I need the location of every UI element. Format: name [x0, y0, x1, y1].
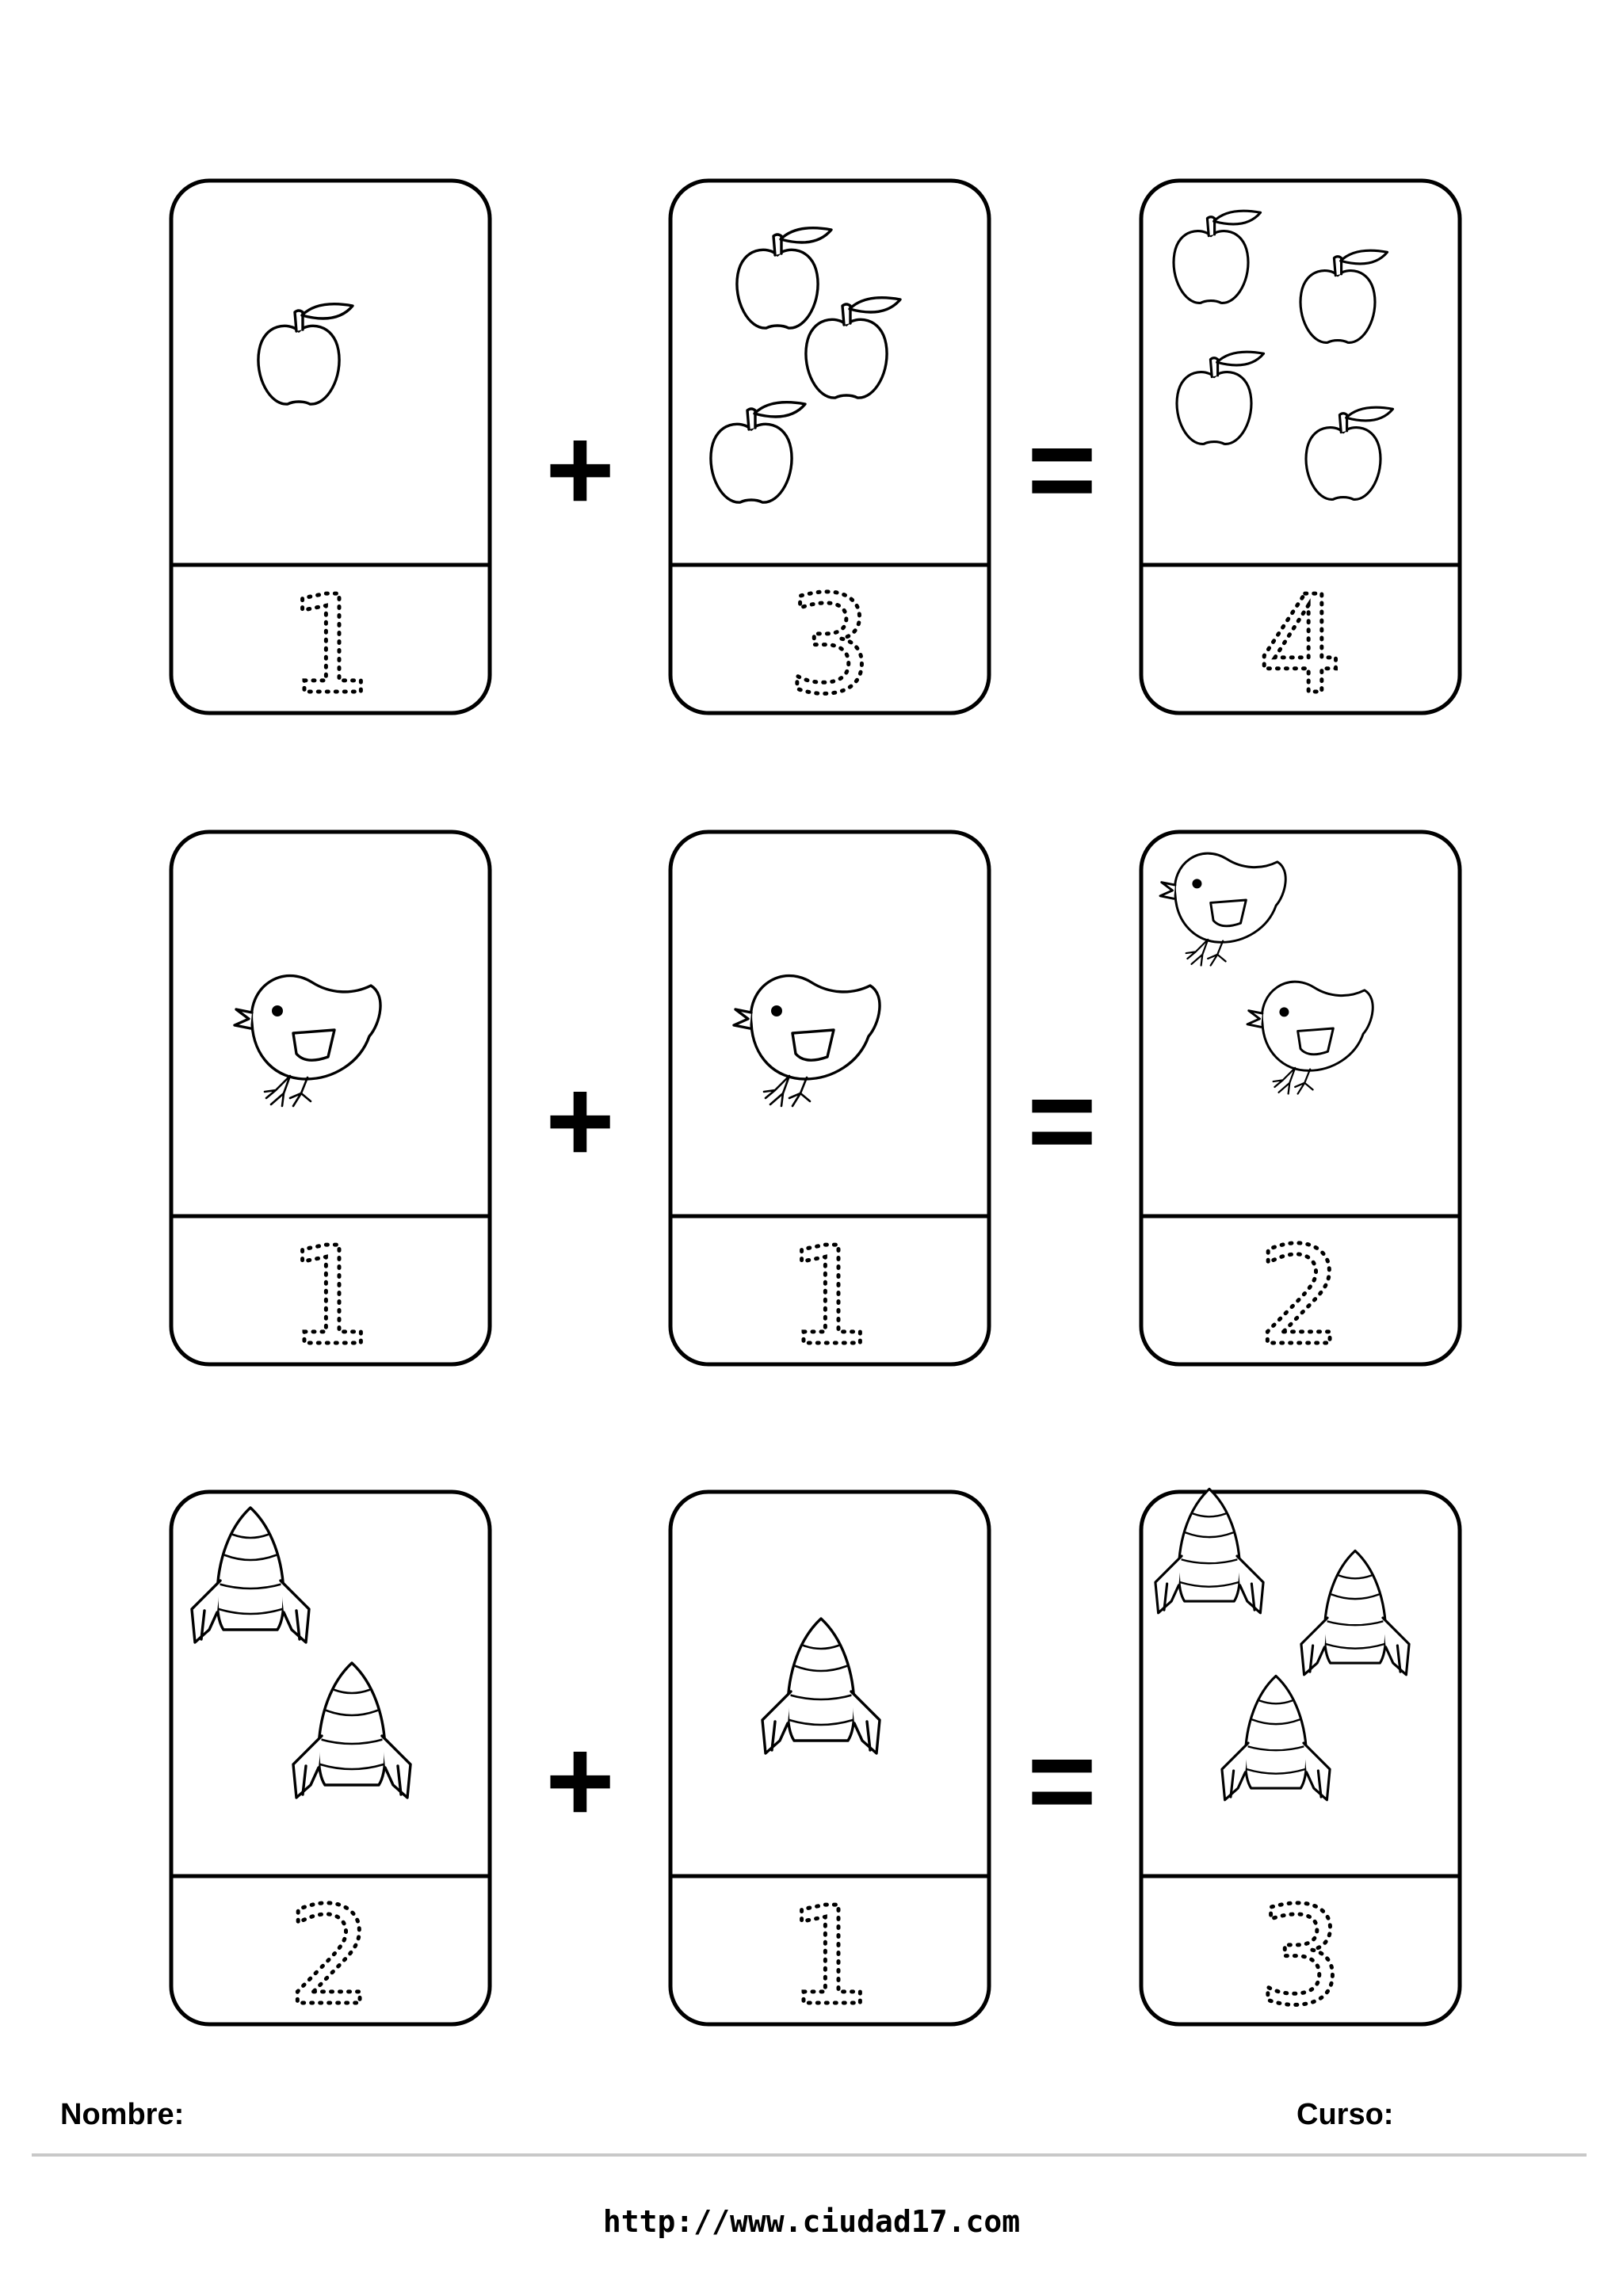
number-card-addend-2: [670, 832, 989, 1375]
trace-number: 3: [786, 567, 873, 724]
trace-number: 1: [786, 1219, 873, 1375]
number-card-addend-1: [171, 832, 490, 1375]
number-card-addend-2: [670, 1492, 989, 2035]
footer-divider: [32, 2153, 1587, 2157]
trace-number: 1: [287, 567, 374, 724]
number-card-sum: [1141, 832, 1460, 1375]
equation-row: [171, 1489, 1460, 2035]
equation-row: [171, 181, 1460, 724]
number-card-sum: [1141, 1489, 1460, 2035]
trace-number: 1: [287, 1219, 374, 1375]
trace-number: 3: [1257, 1878, 1344, 2035]
course-label: Curso:: [1296, 2098, 1394, 2131]
plus-sign: +: [545, 402, 615, 536]
equals-sign: =: [1027, 402, 1097, 536]
plus-sign: +: [545, 1054, 615, 1187]
website-url: http://www.ciudad17.com: [602, 2204, 1021, 2239]
trace-number: 2: [287, 1878, 374, 2035]
trace-number: 2: [1257, 1219, 1344, 1375]
number-card-addend-1: [171, 1492, 490, 2035]
number-card-addend-1: [171, 181, 490, 724]
equals-sign: =: [1027, 1054, 1097, 1187]
trace-number: 4: [1257, 567, 1344, 724]
name-label: Nombre:: [60, 2098, 185, 2131]
number-card-sum: [1141, 181, 1460, 724]
plus-sign: +: [545, 1714, 615, 1847]
trace-number: 1: [786, 1878, 873, 2035]
number-card-addend-2: [670, 181, 989, 724]
equation-row: [171, 832, 1460, 1375]
equals-sign: =: [1027, 1714, 1097, 1847]
